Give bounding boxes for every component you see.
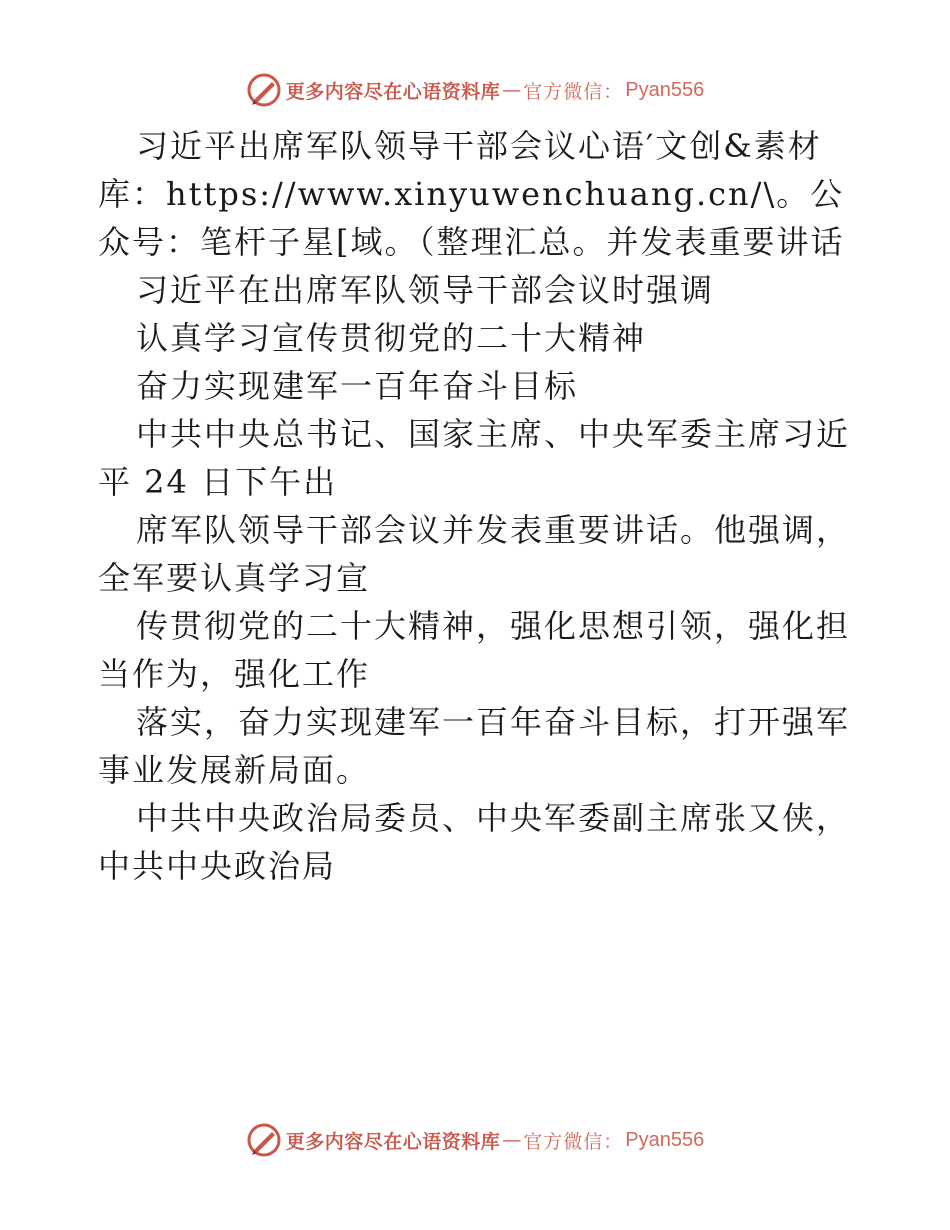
- watermark-wechat-label: 官方微信：: [523, 1130, 624, 1153]
- paragraph: 中共中央总书记、国家主席、中央军委主席习近平 24 日下午出: [98, 415, 851, 501]
- watermark-brand: 更多内容尽在心语资料库: [285, 80, 501, 103]
- watermark-brand: 更多内容尽在心语资料库: [285, 1130, 501, 1153]
- watermark-wechat-id: Pyan556: [625, 78, 705, 101]
- paragraph: 落实，奋力实现建军一百年奋斗目标，打开强军事业发展新局面。: [98, 703, 851, 789]
- watermark-wechat-label: 官方微信：: [523, 80, 624, 103]
- paragraph: 奋力实现建军一百年奋斗目标: [136, 367, 579, 405]
- watermark-separator: —: [502, 79, 522, 101]
- paragraph: 认真学习宣传贯彻党的二十大精神: [136, 319, 647, 357]
- footer-watermark: [0, 1120, 950, 1160]
- watermark-wechat-id: Pyan556: [625, 1128, 705, 1151]
- header-watermark: [0, 70, 950, 110]
- paragraph: 习近平在出席军队领导干部会议时强调: [136, 271, 715, 309]
- paragraph: 习近平出席军队领导干部会议心语′文创&素材库：https://www.xinyuwenchuang.cn/\。公众号：笔杆子星[域。（整理汇总。并发表重要讲话: [98, 127, 845, 261]
- paragraph: 中共中央政治局委员、中央军委副主席张又侠，中共中央政治局: [98, 799, 851, 885]
- paragraph: 席军队领导干部会议并发表重要讲话。他强调，全军要认真学习宣: [98, 511, 851, 597]
- paragraph: 传贯彻党的二十大精神，强化思想引领，强化担当作为，强化工作: [98, 607, 851, 693]
- pen-logo-icon: [246, 72, 282, 108]
- watermark-separator: —: [502, 1129, 522, 1151]
- document-body: [98, 122, 868, 890]
- pen-logo-icon: [246, 1122, 282, 1158]
